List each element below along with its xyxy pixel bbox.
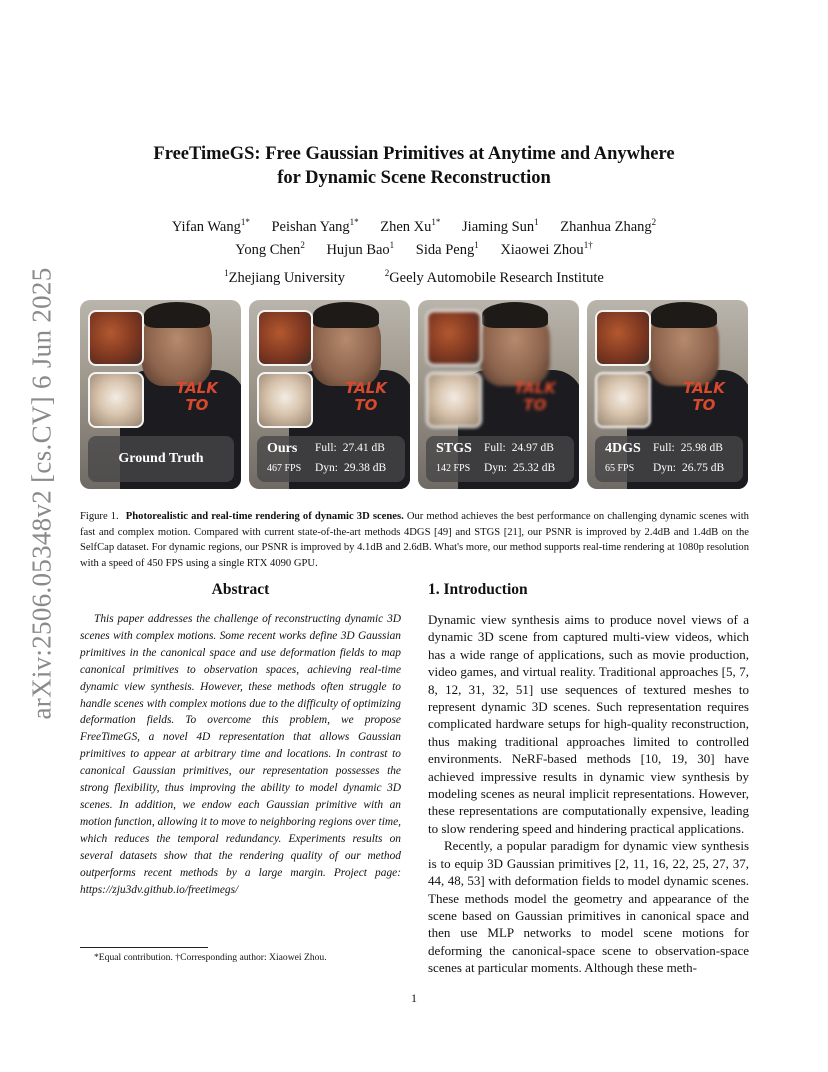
author: Jiaming Sun$^1$ xyxy=(462,217,539,235)
dog-inset xyxy=(595,372,651,428)
affiliation: $^1$Zhejiang University xyxy=(224,268,346,286)
method-name: 4DGS xyxy=(605,441,641,456)
dog-inset xyxy=(257,372,313,428)
author-list xyxy=(80,216,748,262)
paper-title xyxy=(80,142,748,190)
author: Zhen $Xu^{1*}$ xyxy=(380,217,441,235)
shirt-lettering: TALK TO xyxy=(176,379,218,414)
shirt-lettering: TALK TO xyxy=(345,379,387,414)
hair-shape xyxy=(651,302,717,328)
authors-row-2 xyxy=(80,239,748,262)
shirt-lettering: TALK TO xyxy=(514,379,556,414)
footnote: *Equal contribution. †Corresponding author: Xiaowei Zhou. xyxy=(94,952,327,963)
teaser-panel-4dgs xyxy=(587,300,748,489)
method-stats-label xyxy=(257,436,405,482)
full-psnr: Full: 24.97 dB xyxy=(484,442,554,454)
basketball-inset xyxy=(426,310,482,366)
method-name: STGS xyxy=(436,441,472,456)
author: Hujun Bao$^1$ xyxy=(326,240,395,258)
caption-figure-number: Figure 1. xyxy=(80,511,119,522)
caption-bold-title: Photorealistic and real-time rendering of dynamic 3D scenes. xyxy=(125,511,404,522)
intro-paragraph-1: Dynamic view synthesis aims to produce novel views of a dynamic 3D scene from captured multi-view videos, which has a wide range of applications, such as movie production, video games, and virtual reality. Traditional approaches [5, 7, 8, 12, 31, 32, 51] use sequences of textured meshes to represent dynamic 3D scenes. Such representation requires complicated hardware setups for high-quality reconstruction, thus making traditional approaches limited to controlled environments. NeRF-based methods [10, 19, 30] have achieved impressive results in dynamic view synthesis by modeling scenes as neural implicit representations. However, these representations are computationally expensive, leading to slow rendering speed and hindering practical applications. xyxy=(428,612,749,836)
left-column xyxy=(80,580,401,898)
basketball-inset xyxy=(88,310,144,366)
full-psnr: Full: 27.41 dB xyxy=(315,442,385,454)
hair-shape xyxy=(482,302,548,328)
affiliation: $^2$Geely Automobile Research Institute xyxy=(384,268,604,286)
footnote-rule xyxy=(80,947,208,948)
dog-inset xyxy=(426,372,482,428)
ground-truth-label: Ground Truth xyxy=(88,436,234,482)
method-stats-label xyxy=(595,436,743,482)
hair-shape xyxy=(313,302,379,328)
method-stats-label xyxy=(426,436,574,482)
method-fps: 65 FPS xyxy=(605,463,635,474)
dynamic-psnr: Dyn: 25.32 dB xyxy=(484,462,556,474)
affiliations xyxy=(80,268,748,288)
intro-paragraph-2: Recently, a popular paradigm for dynamic view synthesis is to equip 3D Gaussian primitives [2, 11, 16, 22, 25, 27, 37, 44, 48, 53] with deformation fields to model dynamic scenes. These methods model the geometry and appearance of the scene based on Gaussian primitives in canonical space and then use MLP networks to model scene motions for deforming the canonical-space scene to observation-space scenes at particular moments. Although these meth- xyxy=(428,838,749,976)
author: Peishan Yang$^{1*}$ xyxy=(271,217,359,235)
teaser-panel-stgs xyxy=(418,300,579,489)
authors-row-1 xyxy=(80,216,748,239)
author: Yifan Wang$^{1*}$ xyxy=(171,217,250,235)
author: Xiaowei Zhou$^{1\dagger}$ xyxy=(500,240,593,258)
basketball-inset xyxy=(595,310,651,366)
title-line-2: for Dynamic Scene Reconstruction xyxy=(277,168,551,188)
abstract-text: This paper addresses the challenge of reconstructing dynamic 3D scenes with complex motions. Some recent works define 3D Gaussian primitives in the canonical space and use deformation fields to map canonical primitives to observation spaces, achieving real-time dynamic view synthesis. However, these methods often struggle to handle scenes with complex motions due to the difficulty of optimizing deformation fields. To overcome this problem, we propose FreeTimeGS, a novel 4D representation that allows Gaussian primitives to appear at arbitrary time and locations. In contrast to canonical Gaussian primitives, our representation possesses the strong flexibility, thus improving the ability to model dynamic 3D scenes. In addition, we endow each Gaussian primitive with an motion function, allowing it to move to neighboring regions over time, which reduces the temporal redundancy. Experiments results on several datasets show that the rendering quality of our method outperforms recent methods by a large margin. Project page: https://zju3dv.github.io/freetimegs/ xyxy=(80,613,401,896)
teaser-panel-ours xyxy=(249,300,410,489)
dynamic-psnr: Dyn: 26.75 dB xyxy=(653,462,725,474)
author: Zhanhua Zhang$^2$ xyxy=(560,217,657,235)
method-fps: 142 FPS xyxy=(436,463,471,474)
dog-inset xyxy=(88,372,144,428)
shirt-lettering: TALK TO xyxy=(683,379,725,414)
author: Yong Chen$^2$ xyxy=(235,240,305,258)
page-number: 1 xyxy=(411,991,417,1005)
hair-shape xyxy=(144,302,210,328)
basketball-inset xyxy=(257,310,313,366)
teaser-panel-ground-truth xyxy=(80,300,241,489)
method-name: Ours xyxy=(267,441,298,456)
arxiv-side-stamp xyxy=(22,266,62,720)
dynamic-psnr: Dyn: 29.38 dB xyxy=(315,462,387,474)
method-fps: 467 FPS xyxy=(267,463,302,474)
introduction-heading: 1. Introduction xyxy=(428,581,528,598)
arxiv-stamp-text: arXiv:2506.05348v2 [cs.CV] 6 Jun 2025 xyxy=(26,266,57,720)
right-column xyxy=(428,580,749,977)
figure-caption xyxy=(80,509,749,571)
caption-body: Our method achieves the best performance on challenging dynamic scenes with fast and complex motion. Compared with current state-of-the-art methods 4DGS [49] and STGS [21], our PSNR is improved by 2.4dB and 1.4dB on the SelfCap dataset. For dynamic regions, our PSNR is improved by 4.1dB and 2.6dB. What's more, our method supports real-time rendering at 1080p resolution with a speed of 450 FPS using a single RTX 4090 GPU. xyxy=(80,511,749,569)
abstract-heading: Abstract xyxy=(211,581,270,598)
teaser-figure xyxy=(80,300,749,489)
title-line-1: FreeTimeGS: Free Gaussian Primitives at Anytime and Anywhere xyxy=(153,144,675,164)
full-psnr: Full: 25.98 dB xyxy=(653,442,723,454)
author: Sida Peng$^1$ xyxy=(415,240,479,258)
